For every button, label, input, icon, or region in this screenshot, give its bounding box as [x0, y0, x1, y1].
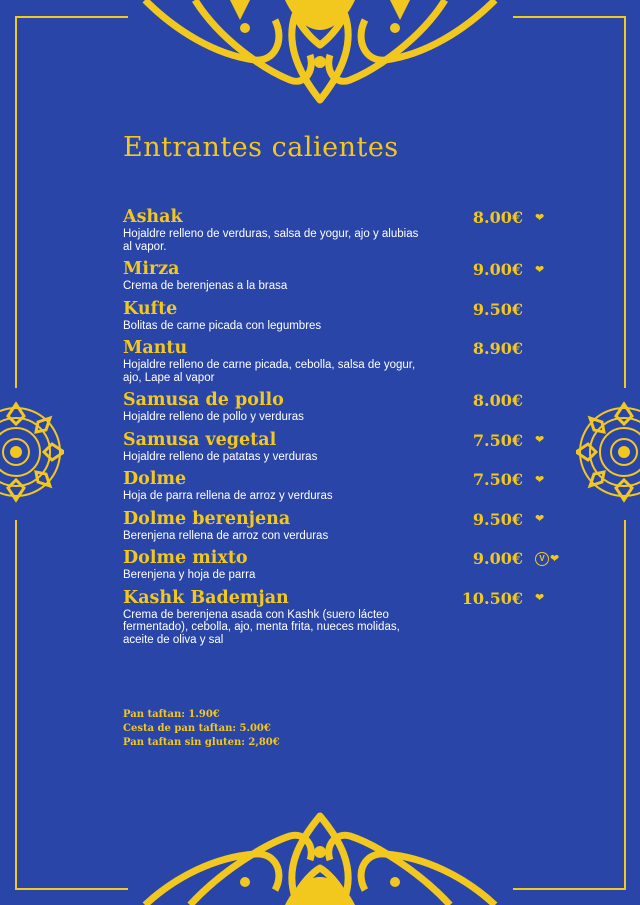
vegan-icon: V — [535, 552, 549, 566]
item-name: Mirza — [123, 259, 180, 279]
page-title: Entrantes calientes — [123, 132, 399, 163]
item-price: 9.00€ — [472, 260, 523, 279]
bread-line: Cesta de pan taftan: 5.00€ — [123, 723, 271, 734]
item-description: Bolitas de carne picada con legumbres — [123, 319, 322, 332]
bread-line: Pan taftan sin gluten: 2,80€ — [123, 737, 280, 748]
item-name: Mantu — [123, 338, 188, 358]
item-price: 8.00€ — [472, 391, 523, 410]
item-name: Kashk Bademjan — [123, 587, 289, 608]
menu-item — [123, 509, 563, 543]
vegetarian-icon: ❤ — [535, 211, 545, 224]
item-price: 7.50€ — [472, 430, 523, 450]
frame-right-upper — [624, 16, 626, 388]
item-price: 9.50€ — [472, 299, 523, 319]
frame-top-right — [513, 16, 626, 18]
frame-bottom-right — [513, 888, 626, 890]
vegetarian-icon: ❤ — [535, 263, 545, 276]
item-description: Hojaldre relleno de pollo y verduras — [123, 411, 304, 423]
item-name: Samusa vegetal — [123, 429, 277, 450]
item-description: Hojaldre relleno de verduras, salsa de yogur, ajo y alubias al vapor. — [123, 228, 419, 253]
menu-item — [123, 259, 563, 293]
vegetarian-icon: ❤ — [535, 513, 545, 525]
menu-item — [123, 299, 563, 333]
bread-line: Pan taftan: 1.90€ — [123, 709, 220, 720]
mandala-left-ornament — [0, 400, 64, 504]
bread-prices — [123, 708, 280, 750]
frame-top-left — [15, 16, 128, 18]
menu-item — [123, 469, 563, 503]
item-price: 7.50€ — [472, 470, 523, 489]
menu-item — [123, 390, 563, 424]
frame-left-lower — [15, 520, 17, 890]
vegetarian-icon: ❤ — [535, 592, 545, 604]
frame-left-upper — [15, 16, 17, 388]
menu-item — [123, 588, 563, 647]
item-description: Hoja de parra rellena de arroz y verduras — [123, 490, 333, 502]
mandala-top-ornament — [135, 0, 505, 108]
item-description: Crema de berenjenas a la brasa — [123, 280, 288, 292]
item-name: Kufte — [123, 298, 178, 319]
vegetarian-icon: ❤ — [535, 434, 545, 446]
mandala-right-ornament — [576, 400, 640, 504]
item-price: 10.50€ — [461, 588, 523, 608]
item-description: Berenjena y hoja de parra — [123, 569, 256, 581]
vegetarian-icon: ❤ — [535, 473, 545, 486]
item-name: Dolme mixto — [123, 548, 248, 568]
item-name: Dolme berenjena — [123, 508, 291, 529]
item-name: Ashak — [123, 207, 183, 227]
mandala-bottom-ornament — [135, 812, 505, 905]
item-price: 8.90€ — [472, 339, 523, 358]
item-description: Crema de berenjena asada con Kashk (suero lácteo fermentado), cebolla, ajo, menta frita, nueces molidas, aceite de oliva y sal — [123, 608, 400, 646]
item-description: Hojaldre relleno de patatas y verduras — [123, 450, 318, 463]
item-price: 8.00€ — [472, 208, 523, 227]
frame-right-lower — [624, 520, 626, 890]
menu-list — [123, 207, 563, 652]
item-price: 9.00€ — [472, 549, 523, 568]
vegetarian-icon: ❤ — [550, 552, 560, 565]
item-description: Berenjena rellena de arroz con verduras — [123, 529, 329, 542]
menu-item — [123, 338, 563, 384]
menu-item — [123, 207, 563, 253]
item-name: Samusa de pollo — [123, 390, 284, 410]
item-description: Hojaldre relleno de carne picada, cebolla, salsa de yogur, ajo, Lape al vapor — [123, 359, 416, 384]
item-price: 9.50€ — [472, 509, 523, 529]
item-name: Dolme — [123, 469, 187, 489]
menu-item — [123, 430, 563, 464]
menu-item — [123, 548, 563, 582]
frame-bottom-left — [15, 888, 128, 890]
